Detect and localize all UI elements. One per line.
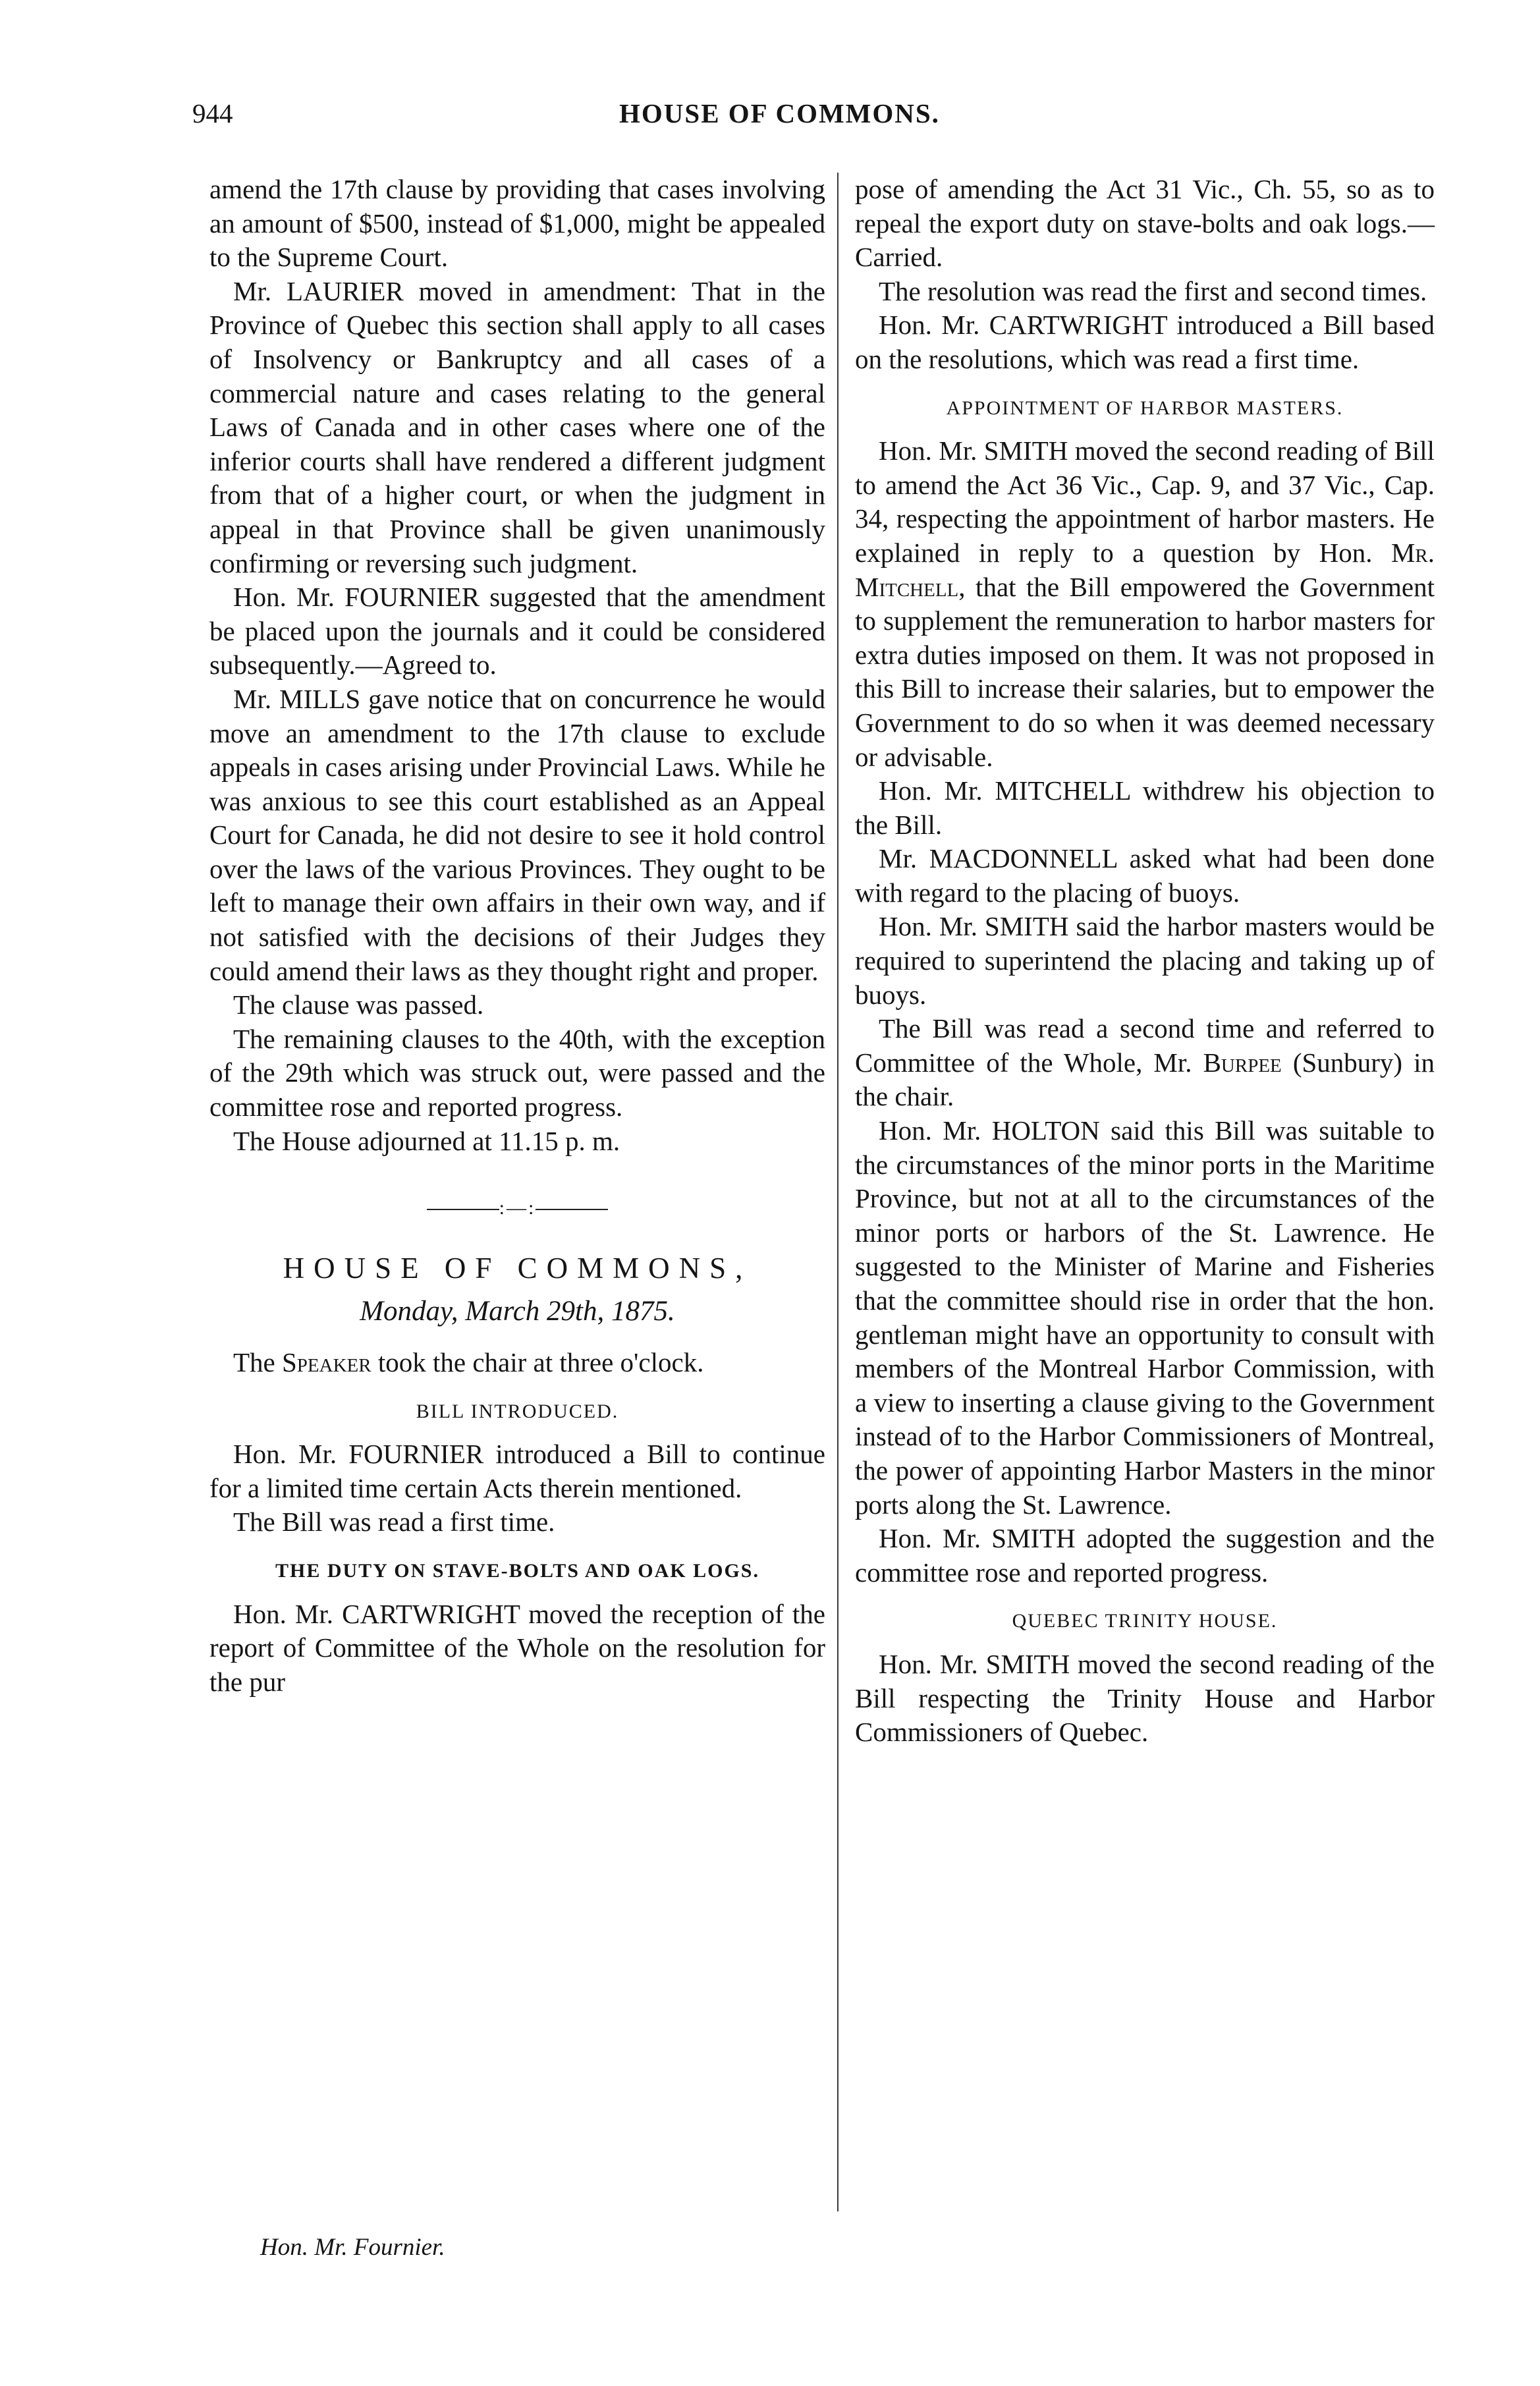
paragraph: Hon. Mr. MITCHELL withdrew his objection to the Bill. <box>855 775 1435 840</box>
paragraph: Hon. Mr. CARTWRIGHT introduced a Bill based on the resolutions, which was read a first time. <box>855 310 1435 374</box>
right-column <box>855 173 1435 1750</box>
column-rule <box>837 173 839 2211</box>
text-run: took the chair at three o'clock. <box>377 1347 704 1377</box>
member-name: Mr. Mitchell, <box>855 537 1435 602</box>
paragraph: The Bill was read a first time. <box>233 1507 555 1538</box>
paragraph: Hon. Mr. FOURNIER introduced a Bill to continue for a limited time certain Acts therein mentioned. <box>209 1439 825 1503</box>
section-divider <box>209 1191 825 1225</box>
paragraph: The resolution was read the first and second times. <box>879 275 1427 306</box>
paragraph <box>855 1012 1435 1114</box>
text-run: (Sunbury) in the chair. <box>855 1047 1435 1112</box>
paragraph: Hon. Mr. SMITH said the harbor masters would be required to superintend the placing and taking up of buoys. <box>855 911 1435 1010</box>
paragraph: Mr. LAURIER moved in amendment: That in the Province of Quebec this section shall apply to all cases of Insolvency or Bankruptcy and all cases of a commercial nature and cases relating to the general Laws of Canada and in other cases where one of the inferior courts shall have rendered a different judgment from that of a higher court, or when the judgment in appeal in that Province shall be given unanimously confirming or reversing such judgment. <box>209 275 825 578</box>
sitting-date: Monday, March 29th, 1875. <box>360 1296 675 1327</box>
text-run: that the Bill empowered the Government to supplement the remuneration to harbor masters for extra duties imposed on them. It was not proposed in this Bill to increase their salaries, but to empower the Government to do so when it was deemed necessary or advisable. <box>855 571 1435 772</box>
running-title: HOUSE OF COMMONS. <box>619 98 940 128</box>
section-heading: THE DUTY ON STAVE-BOLTS AND OAK LOGS. <box>275 1559 759 1582</box>
speaker-name: Speaker <box>282 1347 371 1377</box>
paragraph <box>855 434 1435 774</box>
paragraph: Hon. Mr. SMITH moved the second reading of the Bill respecting the Trinity House and Harbor Commissioners of Quebec. <box>855 1648 1435 1748</box>
paragraph: Mr. MILLS gave notice that on concurrence he would move an amendment to the 17th clause to exclude appeals in cases arising under Provincial Laws. While he was anxious to see this court established as an Appeal Court for Canada, he did not desire to see it hold control over the laws of the various Provinces. They ought to be left to manage their own affairs in their own way, and if not satisfied with the decisions of their Judges they could amend their laws as they thought right and proper. <box>209 683 825 986</box>
paragraph <box>209 1346 825 1380</box>
sitting-title: HOUSE OF COMMONS, <box>283 1251 752 1285</box>
paragraph: The clause was passed. <box>233 989 484 1020</box>
section-heading: BILL INTRODUCED. <box>416 1400 619 1422</box>
page-number: 944 <box>192 98 233 128</box>
divider-rule <box>536 1209 608 1210</box>
paragraph: The remaining clauses to the 40th, with the exception of the 29th which was struck out, were passed and the committee rose and reported progress. <box>209 1023 825 1123</box>
paragraph: Hon. Mr. SMITH adopted the suggestion and the committee rose and reported progress. <box>855 1523 1435 1588</box>
text-run: Hon. Mr. SMITH moved the second reading of Bill to amend the Act 36 Vic., Cap. 9, and 37 Vic., Cap. 34, respecting the appointment of harbor masters. He explained in reply to a question by Hon. <box>855 435 1435 568</box>
paragraph: Mr. MACDONNELL asked what had been done with regard to the placing of buoys. <box>855 843 1435 908</box>
footer-signature-note: Hon. Mr. Fournier. <box>260 2234 445 2261</box>
paragraph: Hon. Mr. HOLTON said this Bill was suitable to the circumstances of the minor ports in the Maritime Province, but not at all to the circumstances of the minor ports or harbors of the St. Lawrence. He suggested to the Minister of Marine and Fisheries that the committee should rise in order that the hon. gentleman might have an opportunity to consult with members of the Montreal Harbor Commission, with a view to inserting a clause giving to the Government instead of to the Harbor Commissioners of Montreal, the power of appointing Harbor Masters in the minor ports along the St. Lawrence. <box>855 1115 1435 1520</box>
text-run: The <box>233 1347 275 1377</box>
text-run: The Bill was read a second time and referred to Committee of the Whole, Mr. <box>855 1013 1435 1078</box>
paragraph: The House adjourned at 11.15 p. m. <box>233 1125 620 1156</box>
member-name: Burpee <box>1203 1047 1282 1078</box>
section-heading: APPOINTMENT OF HARBOR MASTERS. <box>946 397 1344 419</box>
divider-ornament: :—: <box>499 1197 536 1219</box>
paragraph: Hon. Mr. CARTWRIGHT moved the reception of the report of Committee of the Whole on the resolution for the pur <box>209 1598 825 1697</box>
divider-rule <box>427 1209 499 1210</box>
paragraph: amend the 17th clause by providing that cases involving an amount of $500, instead of $1,000, might be appealed to the Supreme Court. <box>209 174 825 273</box>
paragraph: Hon. Mr. FOURNIER suggested that the amendment be placed upon the journals and it could be considered subsequently.—Agreed to. <box>209 582 825 680</box>
paragraph: pose of amending the Act 31 Vic., Ch. 55, so as to repeal the export duty on stave-bolts and oak logs.—Carried. <box>855 174 1435 273</box>
left-column <box>209 173 825 1699</box>
section-heading: QUEBEC TRINITY HOUSE. <box>1012 1610 1278 1632</box>
